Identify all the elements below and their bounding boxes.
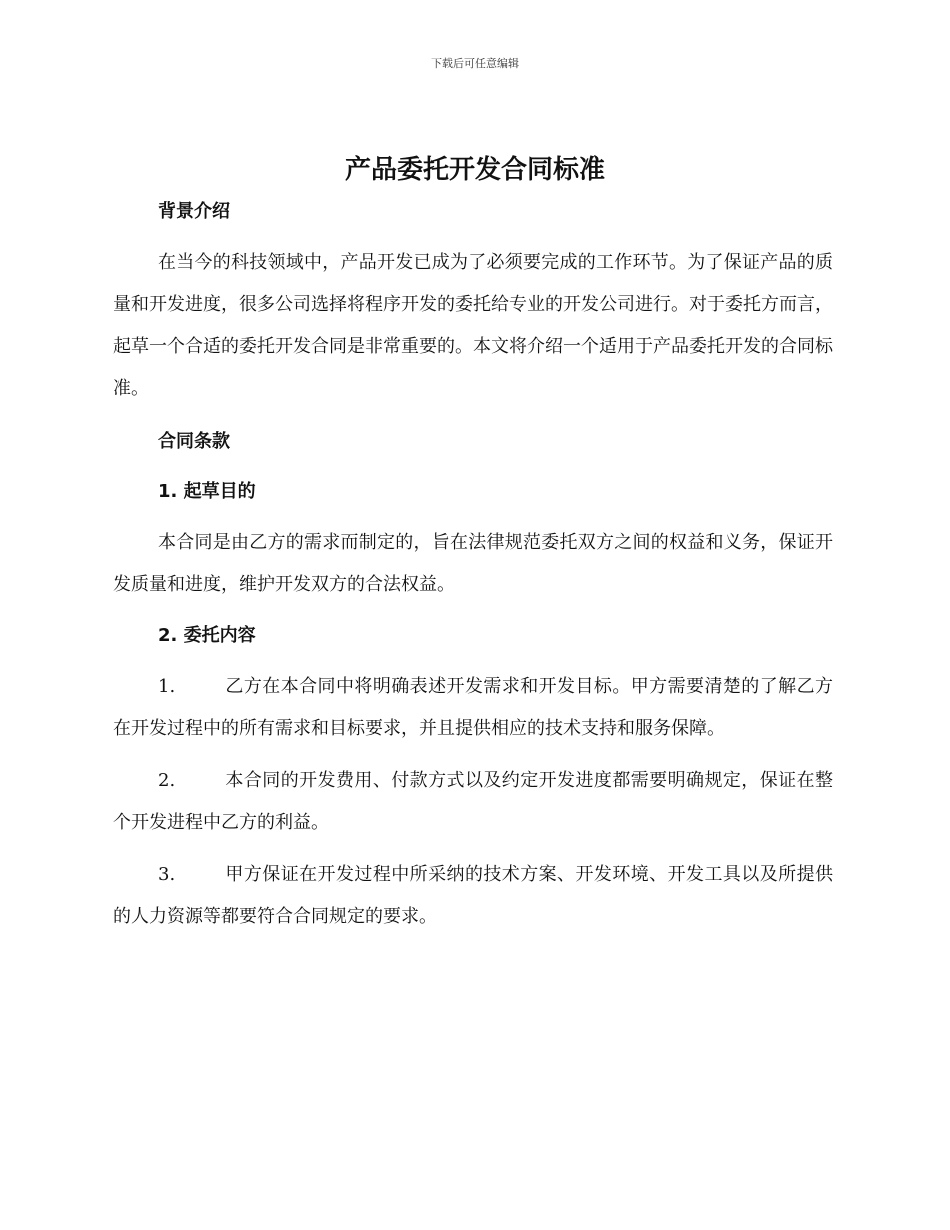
content-item-text: 甲方保证在开发过程中所采纳的技术方案、开发环境、开发工具以及所提供的人力资源等都要符合合同规定的要求。 [113, 864, 833, 927]
content-item-text: 本合同的开发费用、付款方式以及约定开发进度都需要明确规定，保证在整个开发进程中乙方的利益。 [113, 770, 833, 833]
content-item-number: 2. [158, 770, 176, 791]
content-item-number: 3. [158, 864, 176, 885]
content-item-number: 1. [158, 676, 176, 697]
section-heading-content: 2. 委托内容 [158, 625, 256, 646]
background-paragraph: 在当今的科技领域中，产品开发已成为了必须要完成的工作环节。为了保证产品的质量和开发进度，很多公司选择将程序开发的委托给专业的开发公司进行。对于委托方而言，起草一个合适的委托开发合同是非常重要的。本文将介绍一个适用于产品委托开发的合同标准。 [113, 252, 833, 399]
header-note: 下载后可任意编辑 [431, 57, 519, 70]
content-item-3 [113, 854, 833, 938]
section-heading-terms: 合同条款 [158, 431, 230, 452]
section-heading-background: 背景介绍 [158, 201, 230, 222]
document-title: 产品委托开发合同标准 [344, 155, 605, 185]
content-item-text: 乙方在本合同中将明确表述开发需求和开发目标。甲方需要清楚的了解乙方在开发过程中的所有需求和目标要求，并且提供相应的技术支持和服务保障。 [113, 676, 833, 739]
document-body [113, 192, 833, 938]
section-heading-purpose: 1. 起草目的 [158, 481, 256, 502]
content-item-1 [113, 666, 833, 750]
content-item-2 [113, 760, 833, 844]
purpose-paragraph: 本合同是由乙方的需求而制定的，旨在法律规范委托双方之间的权益和义务，保证开发质量和进度，维护开发双方的合法权益。 [113, 532, 833, 595]
